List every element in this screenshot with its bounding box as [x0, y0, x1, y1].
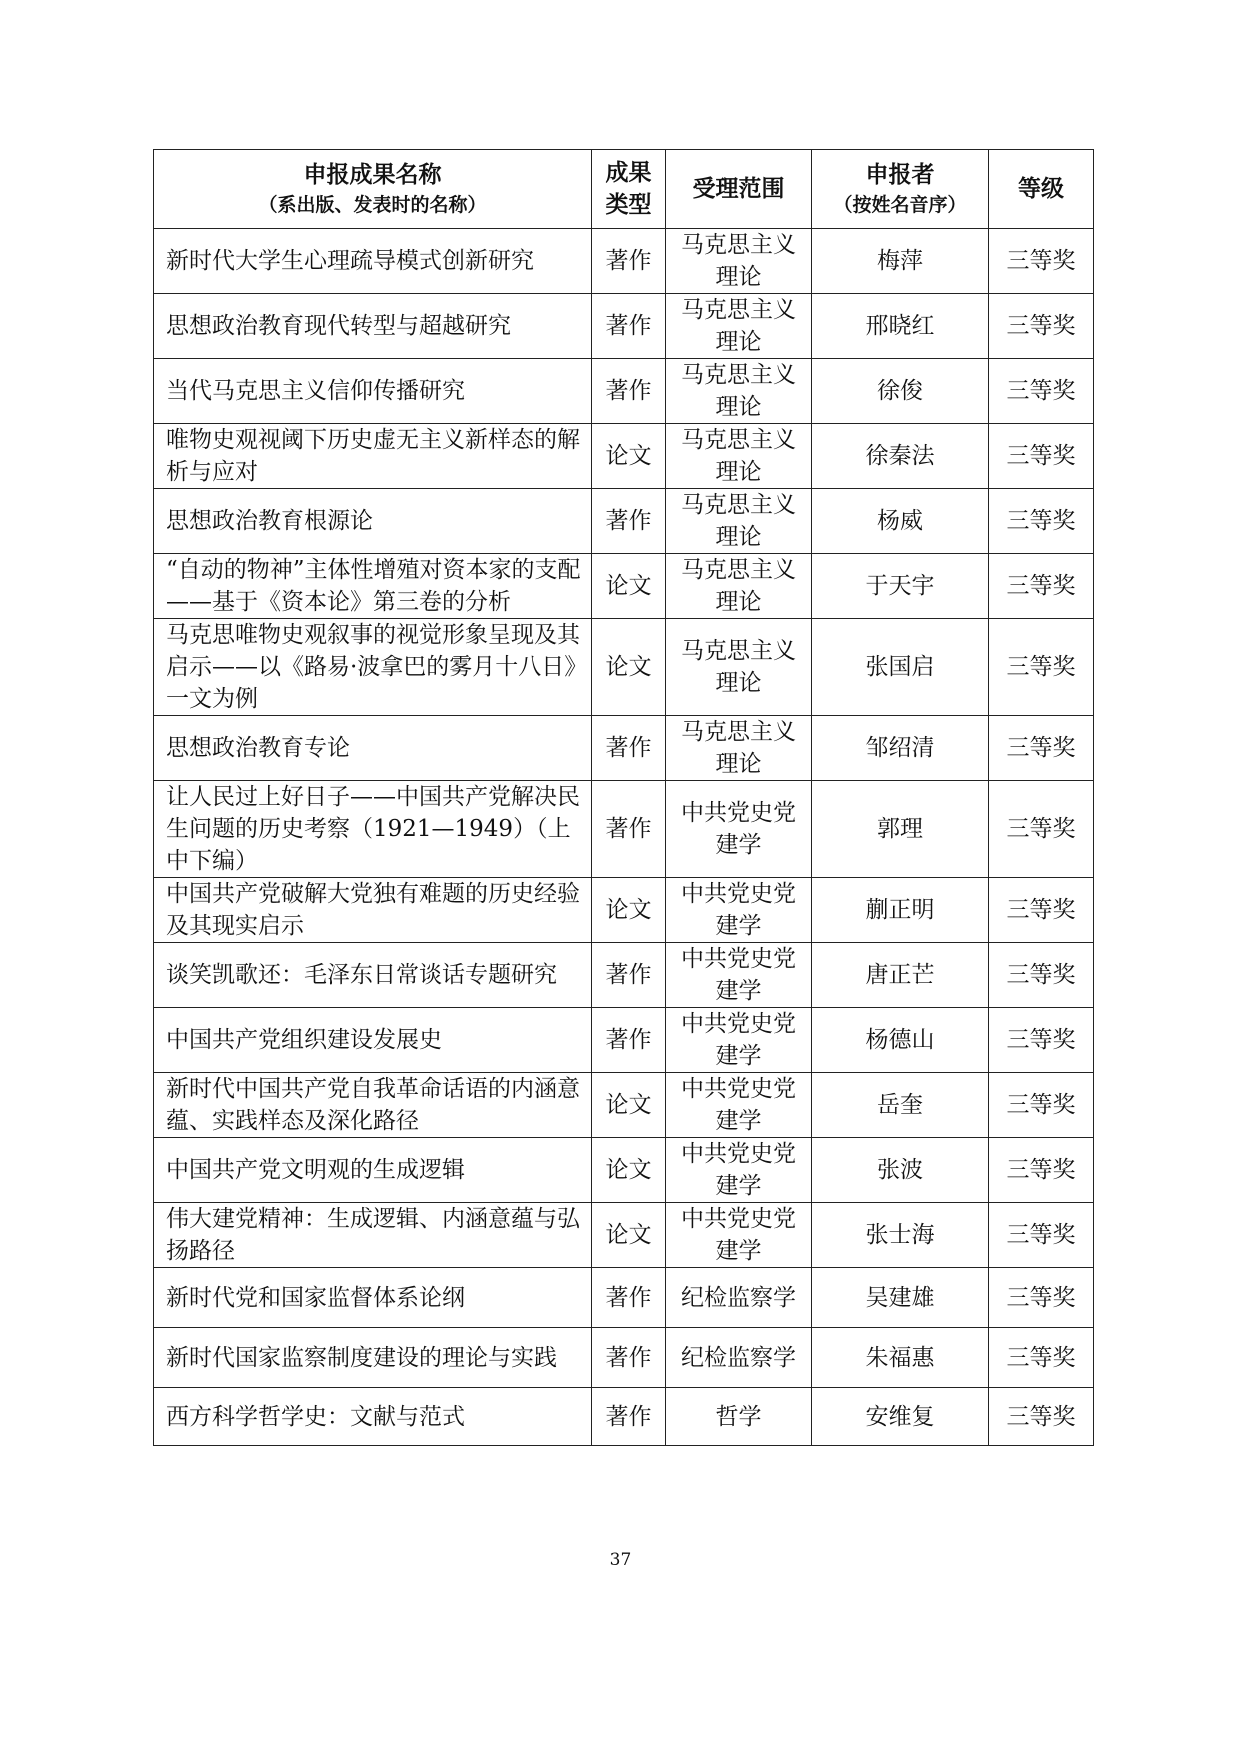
cell-level: 三等奖 [989, 1268, 1094, 1328]
cell-level: 三等奖 [989, 229, 1094, 294]
cell-type: 论文 [592, 1138, 666, 1203]
cell-level: 三等奖 [989, 716, 1094, 781]
cell-title: 思想政治教育根源论 [154, 489, 592, 554]
cell-type: 论文 [592, 1073, 666, 1138]
header-title-sub: （系出版、发表时的名称） [258, 194, 487, 216]
cell-scope: 马克思主义理论 [666, 619, 812, 716]
header-title-main: 申报成果名称 [303, 161, 442, 188]
table-body [154, 229, 1094, 1446]
cell-level: 三等奖 [989, 1138, 1094, 1203]
table-row [154, 294, 1094, 359]
cell-title: 思想政治教育专论 [154, 716, 592, 781]
cell-title: “自动的物神”主体性增殖对资本家的支配——基于《资本论》第三卷的分析 [154, 554, 592, 619]
cell-title: 中国共产党文明观的生成逻辑 [154, 1138, 592, 1203]
cell-level: 三等奖 [989, 1328, 1094, 1388]
page-number: 37 [609, 1550, 632, 1570]
cell-author: 朱福惠 [812, 1328, 989, 1388]
table-row [154, 619, 1094, 716]
header-type-line2: 类型 [605, 191, 652, 218]
table-row [154, 1328, 1094, 1388]
cell-author: 吴建雄 [812, 1268, 989, 1328]
cell-title: 马克思唯物史观叙事的视觉形象呈现及其启示——以《路易·波拿巴的雾月十八日》一文为例 [154, 619, 592, 716]
cell-author: 邹绍清 [812, 716, 989, 781]
cell-title: 思想政治教育现代转型与超越研究 [154, 294, 592, 359]
table-row [154, 554, 1094, 619]
cell-level: 三等奖 [989, 1073, 1094, 1138]
cell-type: 著作 [592, 1388, 666, 1446]
table-row [154, 878, 1094, 943]
cell-level: 三等奖 [989, 781, 1094, 878]
cell-level: 三等奖 [989, 424, 1094, 489]
table-row [154, 1008, 1094, 1073]
cell-title: 中国共产党破解大党独有难题的历史经验及其现实启示 [154, 878, 592, 943]
cell-author: 徐秦法 [812, 424, 989, 489]
cell-type: 著作 [592, 489, 666, 554]
cell-scope: 中共党史党建学 [666, 943, 812, 1008]
cell-author: 张国启 [812, 619, 989, 716]
table-row [154, 424, 1094, 489]
cell-scope: 中共党史党建学 [666, 878, 812, 943]
cell-title: 伟大建党精神：生成逻辑、内涵意蕴与弘扬路径 [154, 1203, 592, 1268]
cell-type: 著作 [592, 1268, 666, 1328]
cell-scope: 马克思主义理论 [666, 359, 812, 424]
header-type [592, 150, 666, 229]
table-row [154, 1388, 1094, 1446]
cell-type: 著作 [592, 294, 666, 359]
cell-title: 新时代大学生心理疏导模式创新研究 [154, 229, 592, 294]
cell-author: 梅萍 [812, 229, 989, 294]
cell-level: 三等奖 [989, 554, 1094, 619]
cell-type: 论文 [592, 878, 666, 943]
cell-scope: 马克思主义理论 [666, 424, 812, 489]
cell-scope: 马克思主义理论 [666, 229, 812, 294]
cell-author: 杨威 [812, 489, 989, 554]
cell-type: 著作 [592, 781, 666, 878]
cell-scope: 中共党史党建学 [666, 1203, 812, 1268]
cell-title: 唯物史观视阈下历史虚无主义新样态的解析与应对 [154, 424, 592, 489]
cell-scope: 哲学 [666, 1388, 812, 1446]
cell-author: 杨德山 [812, 1008, 989, 1073]
cell-author: 徐俊 [812, 359, 989, 424]
cell-scope: 马克思主义理论 [666, 294, 812, 359]
header-scope: 受理范围 [666, 150, 812, 229]
cell-type: 论文 [592, 1203, 666, 1268]
table-row [154, 1203, 1094, 1268]
cell-title: 让人民过上好日子——中国共产党解决民生问题的历史考察（1921—1949）（上中下编） [154, 781, 592, 878]
cell-level: 三等奖 [989, 489, 1094, 554]
header-level: 等级 [989, 150, 1094, 229]
cell-title: 新时代国家监察制度建设的理论与实践 [154, 1328, 592, 1388]
cell-scope: 中共党史党建学 [666, 781, 812, 878]
table-row [154, 716, 1094, 781]
cell-author: 于天宇 [812, 554, 989, 619]
cell-title: 中国共产党组织建设发展史 [154, 1008, 592, 1073]
cell-author: 郭理 [812, 781, 989, 878]
table-row [154, 1073, 1094, 1138]
cell-scope: 中共党史党建学 [666, 1073, 812, 1138]
cell-title: 当代马克思主义信仰传播研究 [154, 359, 592, 424]
cell-scope: 中共党史党建学 [666, 1008, 812, 1073]
table-row [154, 943, 1094, 1008]
cell-author: 邢晓红 [812, 294, 989, 359]
cell-title: 西方科学哲学史：文献与范式 [154, 1388, 592, 1446]
cell-type: 著作 [592, 359, 666, 424]
header-title [154, 150, 592, 229]
cell-level: 三等奖 [989, 294, 1094, 359]
cell-level: 三等奖 [989, 1203, 1094, 1268]
cell-level: 三等奖 [989, 619, 1094, 716]
table-row [154, 359, 1094, 424]
table-header-row [154, 150, 1094, 229]
header-type-line1: 成果 [605, 159, 652, 186]
table-row [154, 781, 1094, 878]
cell-author: 张士海 [812, 1203, 989, 1268]
cell-scope: 纪检监察学 [666, 1328, 812, 1388]
awards-table [153, 149, 1094, 1446]
cell-title: 新时代党和国家监督体系论纲 [154, 1268, 592, 1328]
cell-author: 岳奎 [812, 1073, 989, 1138]
cell-type: 论文 [592, 424, 666, 489]
table-row [154, 1138, 1094, 1203]
table-row [154, 1268, 1094, 1328]
cell-title: 谈笑凯歌还：毛泽东日常谈话专题研究 [154, 943, 592, 1008]
cell-type: 著作 [592, 1328, 666, 1388]
header-author [812, 150, 989, 229]
cell-level: 三等奖 [989, 1008, 1094, 1073]
cell-scope: 马克思主义理论 [666, 489, 812, 554]
cell-scope: 马克思主义理论 [666, 716, 812, 781]
cell-type: 著作 [592, 716, 666, 781]
table-row [154, 229, 1094, 294]
header-author-main: 申报者 [865, 161, 935, 188]
table-row [154, 489, 1094, 554]
cell-type: 论文 [592, 619, 666, 716]
cell-type: 论文 [592, 554, 666, 619]
header-author-sub: （按姓名音序） [833, 194, 967, 216]
cell-author: 唐正芒 [812, 943, 989, 1008]
cell-type: 著作 [592, 943, 666, 1008]
cell-title: 新时代中国共产党自我革命话语的内涵意蕴、实践样态及深化路径 [154, 1073, 592, 1138]
cell-author: 安维复 [812, 1388, 989, 1446]
cell-level: 三等奖 [989, 1388, 1094, 1446]
cell-scope: 纪检监察学 [666, 1268, 812, 1328]
cell-level: 三等奖 [989, 878, 1094, 943]
cell-type: 著作 [592, 229, 666, 294]
cell-author: 张波 [812, 1138, 989, 1203]
cell-level: 三等奖 [989, 359, 1094, 424]
cell-scope: 马克思主义理论 [666, 554, 812, 619]
cell-type: 著作 [592, 1008, 666, 1073]
cell-scope: 中共党史党建学 [666, 1138, 812, 1203]
cell-author: 蒯正明 [812, 878, 989, 943]
cell-level: 三等奖 [989, 943, 1094, 1008]
